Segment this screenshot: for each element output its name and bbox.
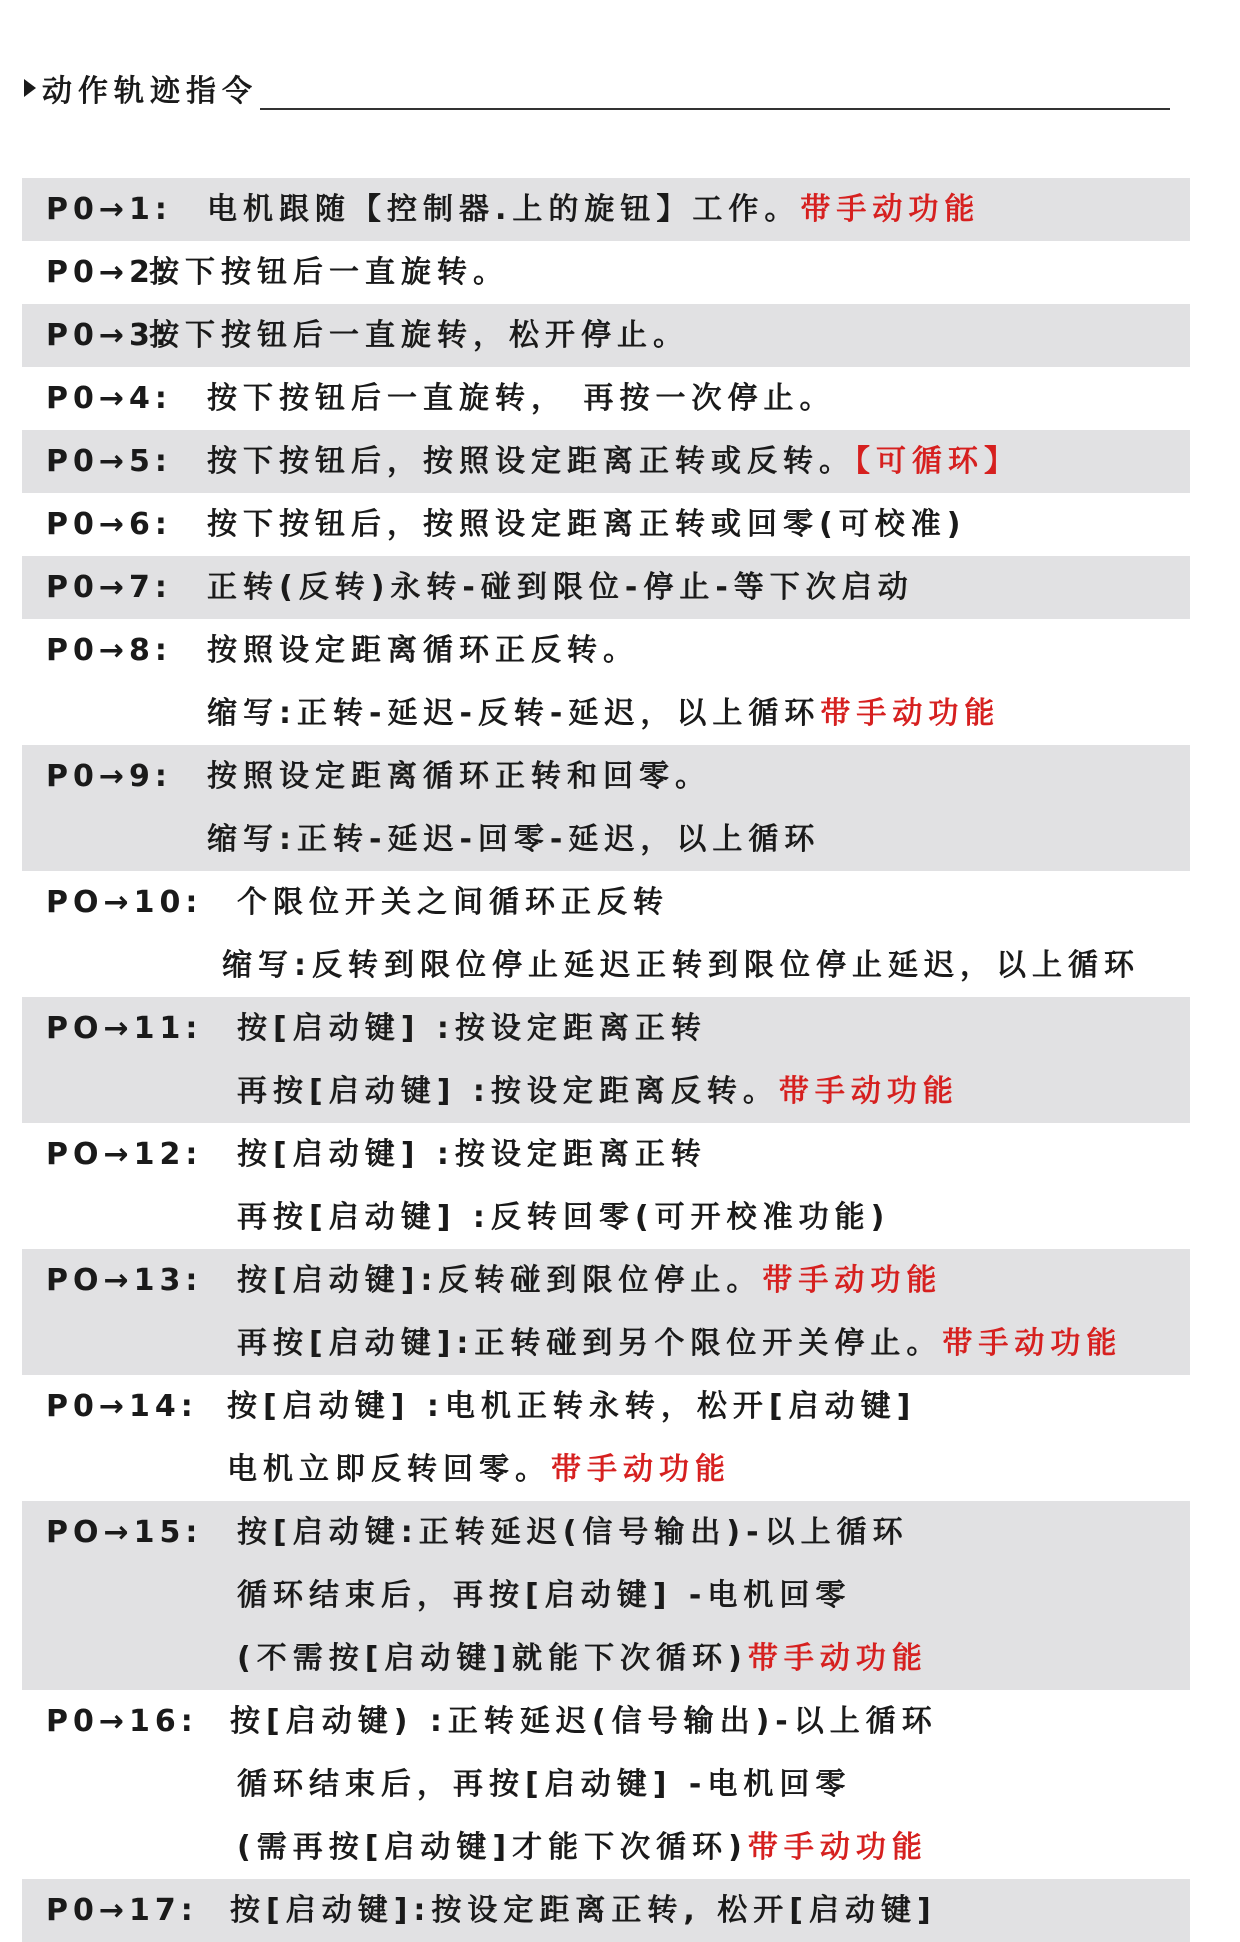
- instruction-text: [207, 682, 1000, 745]
- instruction-continuation-line: [22, 1312, 1190, 1375]
- instruction-text: [237, 1564, 851, 1627]
- feature-note: 带手动功能: [551, 1452, 731, 1487]
- instruction-line: [22, 178, 1190, 241]
- instruction-continuation-line: [22, 1186, 1190, 1249]
- instruction-text: [237, 1123, 707, 1186]
- instruction-row: [22, 367, 1190, 430]
- instruction-line: [22, 745, 1190, 808]
- instruction-line: [22, 1375, 1190, 1438]
- instruction-description: 按下按钮后，按照设定距离正转或回零(可校准): [207, 507, 967, 542]
- instruction-code: PO→13:: [46, 1263, 203, 1298]
- instruction-row: [22, 178, 1190, 241]
- instruction-description: 正转(反转)永转-碰到限位-停止-等下次启动: [207, 570, 914, 605]
- instruction-row: [22, 1690, 1190, 1879]
- instruction-text: [207, 808, 820, 871]
- instruction-description: 个限位开关之间循环正反转: [237, 885, 669, 920]
- instruction-description: 按照设定距离循环正转和回零。: [207, 759, 711, 794]
- instruction-text: [237, 1312, 1122, 1375]
- instruction-text: [237, 1060, 959, 1123]
- instruction-code: P0→17:: [46, 1893, 198, 1928]
- instruction-code: P0→3:: [46, 318, 172, 353]
- instruction-code: P0→9:: [46, 759, 172, 794]
- instruction-continuation-line: [22, 682, 1190, 745]
- instruction-code: P0→1:: [46, 192, 172, 227]
- instruction-code: P0→8:: [46, 633, 172, 668]
- instruction-text: [207, 619, 639, 682]
- instruction-continuation-line: [22, 1564, 1190, 1627]
- instruction-text: [207, 178, 980, 241]
- instruction-description: 再按[启动键] :反转回零(可开校准功能): [237, 1200, 891, 1235]
- instruction-text: [207, 367, 835, 430]
- instruction-row: [22, 619, 1190, 745]
- title-underline: [260, 108, 1170, 110]
- feature-note: 带手动功能: [747, 1830, 928, 1865]
- instruction-code: P0→16:: [46, 1704, 198, 1739]
- instruction-line: [22, 1501, 1190, 1564]
- instruction-row: [22, 304, 1190, 367]
- instruction-code: PO→15:: [46, 1515, 203, 1550]
- instruction-code: P0→7:: [46, 570, 172, 605]
- instruction-text: [237, 1753, 851, 1816]
- instruction-line: [22, 1690, 1190, 1753]
- instruction-text: [207, 493, 966, 556]
- instruction-description: 循环结束后，再按[启动键] -电机回零: [237, 1767, 852, 1802]
- instruction-description: 再按[启动键]:正转碰到另个限位开关停止。: [237, 1326, 943, 1361]
- instruction-description: 缩写:反转到限位停止延迟正转到限位停止延迟，以上循环: [222, 948, 1140, 983]
- instruction-description: 按[启动键] :电机正转永转，松开[启动键]: [227, 1389, 917, 1424]
- instruction-row: [22, 430, 1190, 493]
- instruction-description: 按[启动键) :正转延迟(信号输出)-以上循环: [230, 1704, 938, 1739]
- instruction-code: P0→6:: [46, 507, 172, 542]
- instruction-row: [22, 493, 1190, 556]
- instruction-code: PO→12:: [46, 1137, 203, 1172]
- instruction-text: [237, 1501, 909, 1564]
- instruction-line: [22, 619, 1190, 682]
- instruction-text: [149, 241, 509, 304]
- instruction-line: [22, 1249, 1190, 1312]
- instruction-line: [22, 997, 1190, 1060]
- instruction-text: [149, 304, 689, 367]
- instruction-text: [207, 745, 711, 808]
- instruction-text: [237, 1249, 942, 1312]
- instruction-continuation-line: [22, 1438, 1190, 1501]
- instruction-line: [22, 871, 1190, 934]
- instruction-description: 按[启动键] :按设定距离正转: [237, 1137, 707, 1172]
- instruction-text: [237, 871, 669, 934]
- instruction-line: [22, 1123, 1190, 1186]
- instruction-description: 再按[启动键] :按设定距离反转。: [237, 1074, 779, 1109]
- instruction-description: 按[启动键]:反转碰到限位停止。: [237, 1263, 763, 1298]
- instruction-description: 按下按钮后一直旋转。: [149, 255, 509, 290]
- instruction-continuation-line: [22, 1627, 1190, 1690]
- instruction-description: (需再按[启动键]才能下次循环): [237, 1830, 748, 1865]
- instruction-description: 按[启动键:正转延迟(信号输出)-以上循环: [237, 1515, 909, 1550]
- instruction-description: 循环结束后，再按[启动键] -电机回零: [237, 1578, 852, 1613]
- instruction-text: [237, 997, 707, 1060]
- instruction-row: [22, 1249, 1190, 1375]
- instruction-description: 按照设定距离循环正反转。: [207, 633, 639, 668]
- instruction-code: P0→2:: [46, 255, 172, 290]
- instruction-text: [237, 1816, 928, 1879]
- instruction-description: 电机立即反转回零。: [227, 1452, 551, 1487]
- instruction-text: [207, 430, 1020, 493]
- section-title: 动作轨迹指令: [42, 74, 258, 109]
- feature-note: 带手动功能: [762, 1263, 943, 1298]
- instruction-text: [230, 1879, 937, 1942]
- instruction-continuation-line: [22, 1753, 1190, 1816]
- feature-note: 带手动功能: [778, 1074, 959, 1109]
- instruction-row: [22, 745, 1190, 871]
- instruction-row: [22, 1501, 1190, 1690]
- instruction-text: [222, 934, 1140, 997]
- instruction-row: [22, 241, 1190, 304]
- instruction-continuation-line: [22, 1060, 1190, 1123]
- feature-note: 带手动功能: [747, 1641, 928, 1676]
- instruction-text: [230, 1690, 938, 1753]
- triangle-bullet-icon: [24, 79, 36, 97]
- feature-note: 【可循环】: [855, 444, 1020, 479]
- feature-note: 带手动功能: [820, 696, 1001, 731]
- instruction-description: 按下按钮后，按照设定距离正转或反转。: [207, 444, 855, 479]
- instruction-description: 电机跟随【控制器.上的旋钮】工作。: [207, 192, 801, 227]
- instruction-continuation-line: [22, 934, 1190, 997]
- instruction-code: P0→4:: [46, 381, 172, 416]
- instruction-continuation-line: [22, 1816, 1190, 1879]
- instruction-text: [207, 556, 914, 619]
- instruction-text: [227, 1438, 731, 1501]
- instruction-code: PO→10:: [46, 885, 203, 920]
- instruction-line: [22, 304, 1190, 367]
- feature-note: 带手动功能: [942, 1326, 1123, 1361]
- instruction-description: (不需按[启动键]就能下次循环): [237, 1641, 748, 1676]
- instruction-line: [22, 430, 1190, 493]
- instruction-row: [22, 1123, 1190, 1249]
- instruction-line: [22, 1879, 1190, 1942]
- instruction-line: [22, 241, 1190, 304]
- instruction-code: P0→14:: [46, 1389, 198, 1424]
- instruction-row: [22, 871, 1190, 997]
- instruction-description: 按下按钮后一直旋转， 再按一次停止。: [207, 381, 836, 416]
- instruction-description: 按[启动键] :按设定距离正转: [237, 1011, 707, 1046]
- instruction-row: [22, 556, 1190, 619]
- instruction-row: [22, 997, 1190, 1123]
- instruction-row: [22, 1375, 1190, 1501]
- instruction-line: [22, 556, 1190, 619]
- instruction-description: 缩写:正转-延迟-反转-延迟，以上循环: [207, 696, 821, 731]
- feature-note: 带手动功能: [800, 192, 981, 227]
- instruction-text: [237, 1186, 890, 1249]
- section-header: [24, 62, 1170, 114]
- instruction-line: [22, 367, 1190, 430]
- instruction-description: 缩写:正转-延迟-回零-延迟，以上循环: [207, 822, 821, 857]
- instruction-text: [227, 1375, 916, 1438]
- instruction-text: [237, 1627, 928, 1690]
- instruction-description: 按[启动键]:按设定距离正转, 松开[启动键]: [230, 1893, 937, 1928]
- instruction-list: [22, 178, 1190, 1942]
- instruction-row: [22, 1879, 1190, 1942]
- instruction-line: [22, 493, 1190, 556]
- instruction-description: 按下按钮后一直旋转，松开停止。: [149, 318, 689, 353]
- instruction-code: PO→11:: [46, 1011, 203, 1046]
- instruction-code: P0→5:: [46, 444, 172, 479]
- instruction-continuation-line: [22, 808, 1190, 871]
